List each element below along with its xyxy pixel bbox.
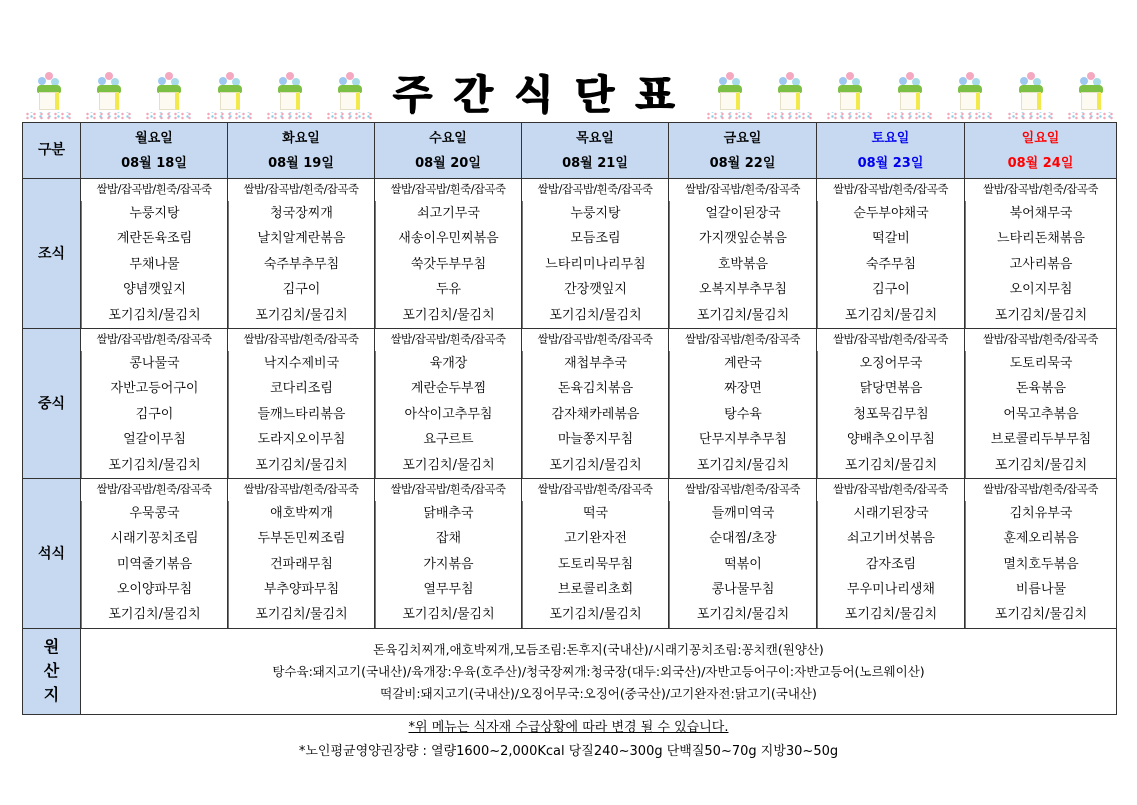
day-date: 08월 23일 <box>857 155 924 171</box>
dish-list <box>522 351 668 478</box>
menu-cell <box>522 478 669 628</box>
dish-list <box>669 351 816 478</box>
flower-pot-icon <box>699 68 757 122</box>
dish-item: 들깨미역국 <box>711 505 775 521</box>
menu-cell <box>965 478 1117 628</box>
rice-option: 쌀밥/잡곡밥/흰죽/잡곡죽 <box>243 331 359 346</box>
dish-item: 포기김치/물김치 <box>994 307 1088 323</box>
dish-item: 계란돈육조림 <box>116 231 193 247</box>
dish-item: 김구이 <box>282 282 321 298</box>
dish-item: 닭배추국 <box>423 505 474 521</box>
dish-item: 도토리묵국 <box>1009 355 1073 371</box>
dish-list <box>669 201 816 328</box>
dish-item: 잡채 <box>435 531 462 547</box>
dish-item: 김구이 <box>872 282 910 298</box>
weekly-menu-table <box>22 122 1117 715</box>
rice-option: 쌀밥/잡곡밥/흰죽/잡곡죽 <box>243 182 359 196</box>
dish-list <box>228 201 374 328</box>
day-name: 월요일 <box>135 130 173 146</box>
dish-list <box>375 201 521 328</box>
dish-item: 포기김치/물김치 <box>696 607 790 623</box>
dish-item: 포기김치/물김치 <box>402 607 495 623</box>
menu-cell <box>817 328 965 478</box>
day-header-fri <box>669 123 817 179</box>
footer-notes <box>0 717 1137 765</box>
day-name: 목요일 <box>576 130 614 146</box>
menu-cell <box>669 478 817 628</box>
dish-item: 새송이우민찌볶음 <box>398 231 499 247</box>
menu-cell <box>965 328 1117 478</box>
day-date: 08월 21일 <box>562 155 628 171</box>
day-name: 금요일 <box>723 130 762 146</box>
day-header-tue <box>228 123 375 179</box>
day-date: 08월 24일 <box>1007 155 1074 171</box>
dish-item: 떡국 <box>582 505 609 521</box>
dish-item: 가지깻잎순볶음 <box>699 231 787 247</box>
dish-item: 건파래무침 <box>270 556 333 572</box>
dish-item: 포기김치/물김치 <box>994 607 1088 623</box>
page-title: 주간식단표 <box>393 72 697 118</box>
dish-item: 떡볶이 <box>724 556 762 572</box>
day-name: 토요일 <box>871 130 910 146</box>
dish-item: 포기김치/물김치 <box>696 457 790 473</box>
dish-item: 포기김치/물김치 <box>255 607 348 623</box>
dish-item: 김치유부국 <box>1009 505 1073 521</box>
rice-option: 쌀밥/잡곡밥/흰죽/잡곡죽 <box>983 481 1098 496</box>
dish-list <box>375 501 521 628</box>
origin-line: 탕수육:돼지고기(국내산)/육개장:우육(호주산)/청국장찌개:청국장(대두:외국산)/자반고등어구이:자반고등어(노르웨이산) <box>272 664 925 680</box>
dish-item: 포기김치/물김치 <box>844 607 938 623</box>
day-header-sat <box>817 123 965 179</box>
flower-pot-icon <box>819 68 877 122</box>
rice-option: 쌀밥/잡곡밥/흰죽/잡곡죽 <box>685 182 800 196</box>
origin-line: 돈육김치찌개,애호박찌개,모듬조림:돈후지(국내산)/시래기꽁치조림:꽁치캔(원양산) <box>373 642 824 658</box>
dish-item: 누룽지탕 <box>570 206 621 221</box>
dish-item: 포기김치/물김치 <box>402 457 495 473</box>
rice-option: 쌀밥/잡곡밥/흰죽/잡곡죽 <box>96 481 212 496</box>
menu-cell <box>669 179 817 329</box>
dish-item: 포기김치/물김치 <box>255 307 348 323</box>
dish-item: 누룽지탕 <box>129 206 180 221</box>
dish-item: 시래기꽁치조림 <box>110 531 199 547</box>
rice-option: 쌀밥/잡곡밥/흰죽/잡곡죽 <box>685 331 800 346</box>
dish-item: 어묵고추볶음 <box>1003 406 1079 422</box>
rice-option: 쌀밥/잡곡밥/흰죽/잡곡죽 <box>390 481 506 496</box>
dish-list <box>965 201 1116 328</box>
origin-line: 떡갈비:돼지고기(국내산)/오징어무국:오징어(중국산)/고기완자전:닭고기(국내산) <box>380 686 817 702</box>
dish-item: 아삭이고추무침 <box>404 406 493 422</box>
dish-item: 두유 <box>435 282 462 298</box>
dish-item: 북어채무국 <box>1009 206 1073 221</box>
dish-item: 닭당면볶음 <box>859 381 923 397</box>
dish-item: 마늘쫑지무침 <box>557 432 634 448</box>
rice-option: 쌀밥/잡곡밥/흰죽/잡곡죽 <box>96 331 212 346</box>
dish-item: 순두부야채국 <box>853 206 929 221</box>
dish-item: 감자채카레볶음 <box>551 406 640 422</box>
dish-item: 포기김치/물김치 <box>549 307 642 323</box>
rice-option: 쌀밥/잡곡밥/흰죽/잡곡죽 <box>833 331 948 346</box>
dish-item: 포기김치/물김치 <box>994 457 1088 473</box>
meal-label: 조식 <box>23 179 81 329</box>
rice-option: 쌀밥/잡곡밥/흰죽/잡곡죽 <box>983 331 1098 346</box>
dish-item: 포기김치/물김치 <box>108 607 201 623</box>
flower-pot-icon <box>18 68 76 122</box>
dish-list <box>669 501 816 628</box>
day-date: 08월 19일 <box>268 155 334 171</box>
dish-item: 탕수육 <box>724 406 762 422</box>
day-header-sun <box>965 123 1117 179</box>
dish-list <box>965 501 1116 628</box>
menu-cell <box>375 179 522 329</box>
dish-list <box>817 501 964 628</box>
menu-cell <box>81 179 228 329</box>
dish-item: 무채나물 <box>129 256 180 272</box>
menu-cell <box>375 478 522 628</box>
dish-item: 멸치호두볶음 <box>1003 556 1079 572</box>
dish-item: 가지볶음 <box>423 556 474 572</box>
flower-pot-icon <box>138 68 196 122</box>
menu-cell <box>817 179 965 329</box>
dish-item: 낙지수제비국 <box>263 355 340 371</box>
dish-item: 오이지무침 <box>1009 282 1073 298</box>
rice-option: 쌀밥/잡곡밥/흰죽/잡곡죽 <box>390 331 506 346</box>
dish-item: 비름나물 <box>1015 582 1067 598</box>
dish-item: 포기김치/물김치 <box>844 307 938 323</box>
nutrition-guideline: *노인평균영양권장량 : 열량1600~2,000Kcal 당질240~300g 단백질50~70g 지방30~50g <box>298 744 839 759</box>
menu-cell <box>228 328 375 478</box>
rice-option: 쌀밥/잡곡밥/흰죽/잡곡죽 <box>537 182 653 196</box>
dish-item: 호박볶음 <box>717 256 769 272</box>
dish-item: 브로콜리초회 <box>557 582 634 598</box>
dish-item: 떡갈비 <box>872 231 910 247</box>
menu-cell <box>228 478 375 628</box>
meal-label: 석식 <box>23 478 81 628</box>
origin-info <box>81 628 1117 714</box>
dish-item: 오복지부추무침 <box>699 282 787 298</box>
dish-item: 육개장 <box>429 355 468 371</box>
dish-item: 고사리볶음 <box>1009 256 1073 272</box>
day-name: 수요일 <box>429 130 467 146</box>
rice-option: 쌀밥/잡곡밥/흰죽/잡곡죽 <box>537 331 653 346</box>
dish-item: 훈제오리볶음 <box>1003 531 1079 547</box>
menu-cell <box>228 179 375 329</box>
dish-list <box>965 351 1116 478</box>
dish-item: 숙주부추무침 <box>263 256 340 272</box>
dish-item: 들깨느타리볶음 <box>257 406 346 422</box>
dish-list <box>522 501 668 628</box>
flower-pot-icon <box>1060 68 1118 122</box>
dish-list <box>522 201 668 328</box>
dish-item: 두부돈민찌조림 <box>257 531 346 547</box>
meal-row-breakfast <box>23 179 1117 329</box>
rice-option: 쌀밥/잡곡밥/흰죽/잡곡죽 <box>96 182 212 196</box>
meal-label: 중식 <box>23 328 81 478</box>
flower-pot-icon <box>78 68 136 122</box>
dish-list <box>817 351 964 478</box>
dish-item: 시래기된장국 <box>853 505 929 521</box>
dish-item: 도라지오이무침 <box>257 432 346 448</box>
dish-list <box>228 351 374 478</box>
dish-item: 오이양파무침 <box>116 582 193 598</box>
dish-item: 돈육김치볶음 <box>557 381 634 397</box>
dish-item: 계란국 <box>724 355 762 371</box>
dish-list <box>375 351 521 478</box>
dish-item: 무우미나리생채 <box>847 582 935 598</box>
menu-cell <box>375 328 522 478</box>
dish-item: 청국장찌개 <box>270 206 333 221</box>
dish-list <box>228 501 374 628</box>
dish-item: 쑥갓두부무침 <box>410 256 487 272</box>
dish-item: 포기김치/물김치 <box>108 457 201 473</box>
dish-item: 콩나물국 <box>129 355 180 371</box>
menu-cell <box>669 328 817 478</box>
dish-item: 얼갈이된장국 <box>705 206 781 221</box>
menu-cell <box>965 179 1117 329</box>
dish-item: 포기김치/물김치 <box>402 307 495 323</box>
dish-item: 포기김치/물김치 <box>844 457 938 473</box>
dish-item: 양념깻잎지 <box>123 282 186 298</box>
dish-item: 도토리묵무침 <box>557 556 634 572</box>
dish-list <box>81 201 227 328</box>
dish-item: 짜장면 <box>724 381 762 397</box>
dish-item: 쇠고기무국 <box>417 206 480 221</box>
meal-row-lunch <box>23 328 1117 478</box>
dish-item: 애호박찌개 <box>270 505 333 521</box>
dish-item: 순대찜/초장 <box>709 531 777 547</box>
day-name: 화요일 <box>282 130 320 146</box>
dish-item: 포기김치/물김치 <box>108 307 201 323</box>
dish-item: 요구르트 <box>423 432 474 448</box>
dish-list <box>81 351 227 478</box>
dish-item: 포기김치/물김치 <box>696 307 790 323</box>
header-row <box>23 123 1117 179</box>
dish-item: 느타리돈채볶음 <box>997 231 1085 247</box>
flower-pot-icon <box>1000 68 1058 122</box>
dish-item: 브로콜리두부무침 <box>990 432 1092 448</box>
title-banner <box>18 66 1118 122</box>
rice-option: 쌀밥/잡곡밥/흰죽/잡곡죽 <box>243 481 359 496</box>
origin-row <box>23 628 1117 714</box>
dish-item: 단무지부추무침 <box>699 432 787 448</box>
rice-option: 쌀밥/잡곡밥/흰죽/잡곡죽 <box>390 182 506 196</box>
dish-item: 코다리조림 <box>270 381 333 397</box>
menu-cell <box>522 179 669 329</box>
menu-cell <box>81 328 228 478</box>
day-header-mon <box>81 123 228 179</box>
dish-item: 얼갈이무침 <box>123 432 186 448</box>
day-date: 08월 22일 <box>709 155 776 171</box>
rice-option: 쌀밥/잡곡밥/흰죽/잡곡죽 <box>983 182 1098 196</box>
origin-label: 원 산 지 <box>23 628 81 714</box>
dish-list <box>817 201 964 328</box>
dish-item: 계란순두부찜 <box>410 381 487 397</box>
change-notice: *위 메뉴는 식자재 수급상황에 따라 변경 될 수 있습니다. <box>408 720 729 735</box>
dish-item: 느타리미나리무침 <box>545 256 646 272</box>
day-name: 일요일 <box>1021 130 1060 146</box>
dish-item: 열무무침 <box>423 582 474 598</box>
flower-pot-icon <box>939 68 997 122</box>
day-date: 08월 20일 <box>415 155 481 171</box>
menu-cell <box>817 478 965 628</box>
dish-item: 모듬조림 <box>570 231 621 247</box>
dish-item: 양배추오이무침 <box>847 432 935 448</box>
dish-item: 재첩부추국 <box>564 355 627 371</box>
rice-option: 쌀밥/잡곡밥/흰죽/잡곡죽 <box>685 481 800 496</box>
dish-item: 김구이 <box>135 406 174 422</box>
category-header: 구분 <box>23 123 81 179</box>
flower-pot-icon <box>759 68 817 122</box>
dish-item: 청포묵김무침 <box>853 406 929 422</box>
day-header-wed <box>375 123 522 179</box>
flower-pot-icon <box>879 68 937 122</box>
flower-pot-icon <box>199 68 257 122</box>
rice-option: 쌀밥/잡곡밥/흰죽/잡곡죽 <box>833 182 948 196</box>
flower-pot-icon <box>259 68 317 122</box>
dish-item: 간장깻잎지 <box>564 282 627 298</box>
dish-item: 감자조림 <box>865 556 917 572</box>
dish-item: 돈육볶음 <box>1015 381 1067 397</box>
dish-item: 오징어무국 <box>859 355 923 371</box>
dish-item: 우묵콩국 <box>129 505 180 521</box>
day-header-thu <box>522 123 669 179</box>
dish-item: 쇠고기버섯볶음 <box>847 531 935 547</box>
dish-item: 포기김치/물김치 <box>549 457 642 473</box>
meal-row-dinner <box>23 478 1117 628</box>
dish-item: 날치알계란볶음 <box>257 231 346 247</box>
dish-list <box>81 501 227 628</box>
flower-pot-icon <box>319 68 377 122</box>
rice-option: 쌀밥/잡곡밥/흰죽/잡곡죽 <box>833 481 948 496</box>
dish-item: 고기완자전 <box>564 531 627 547</box>
dish-item: 콩나물무침 <box>711 582 775 598</box>
dish-item: 포기김치/물김치 <box>255 457 348 473</box>
dish-item: 자반고등어구이 <box>110 381 199 397</box>
dish-item: 미역줄기볶음 <box>116 556 193 572</box>
rice-option: 쌀밥/잡곡밥/흰죽/잡곡죽 <box>537 481 653 496</box>
menu-cell <box>522 328 669 478</box>
dish-item: 숙주무침 <box>865 256 917 272</box>
day-date: 08월 18일 <box>121 155 187 171</box>
menu-cell <box>81 478 228 628</box>
dish-item: 포기김치/물김치 <box>549 607 642 623</box>
dish-item: 부추양파무침 <box>263 582 340 598</box>
